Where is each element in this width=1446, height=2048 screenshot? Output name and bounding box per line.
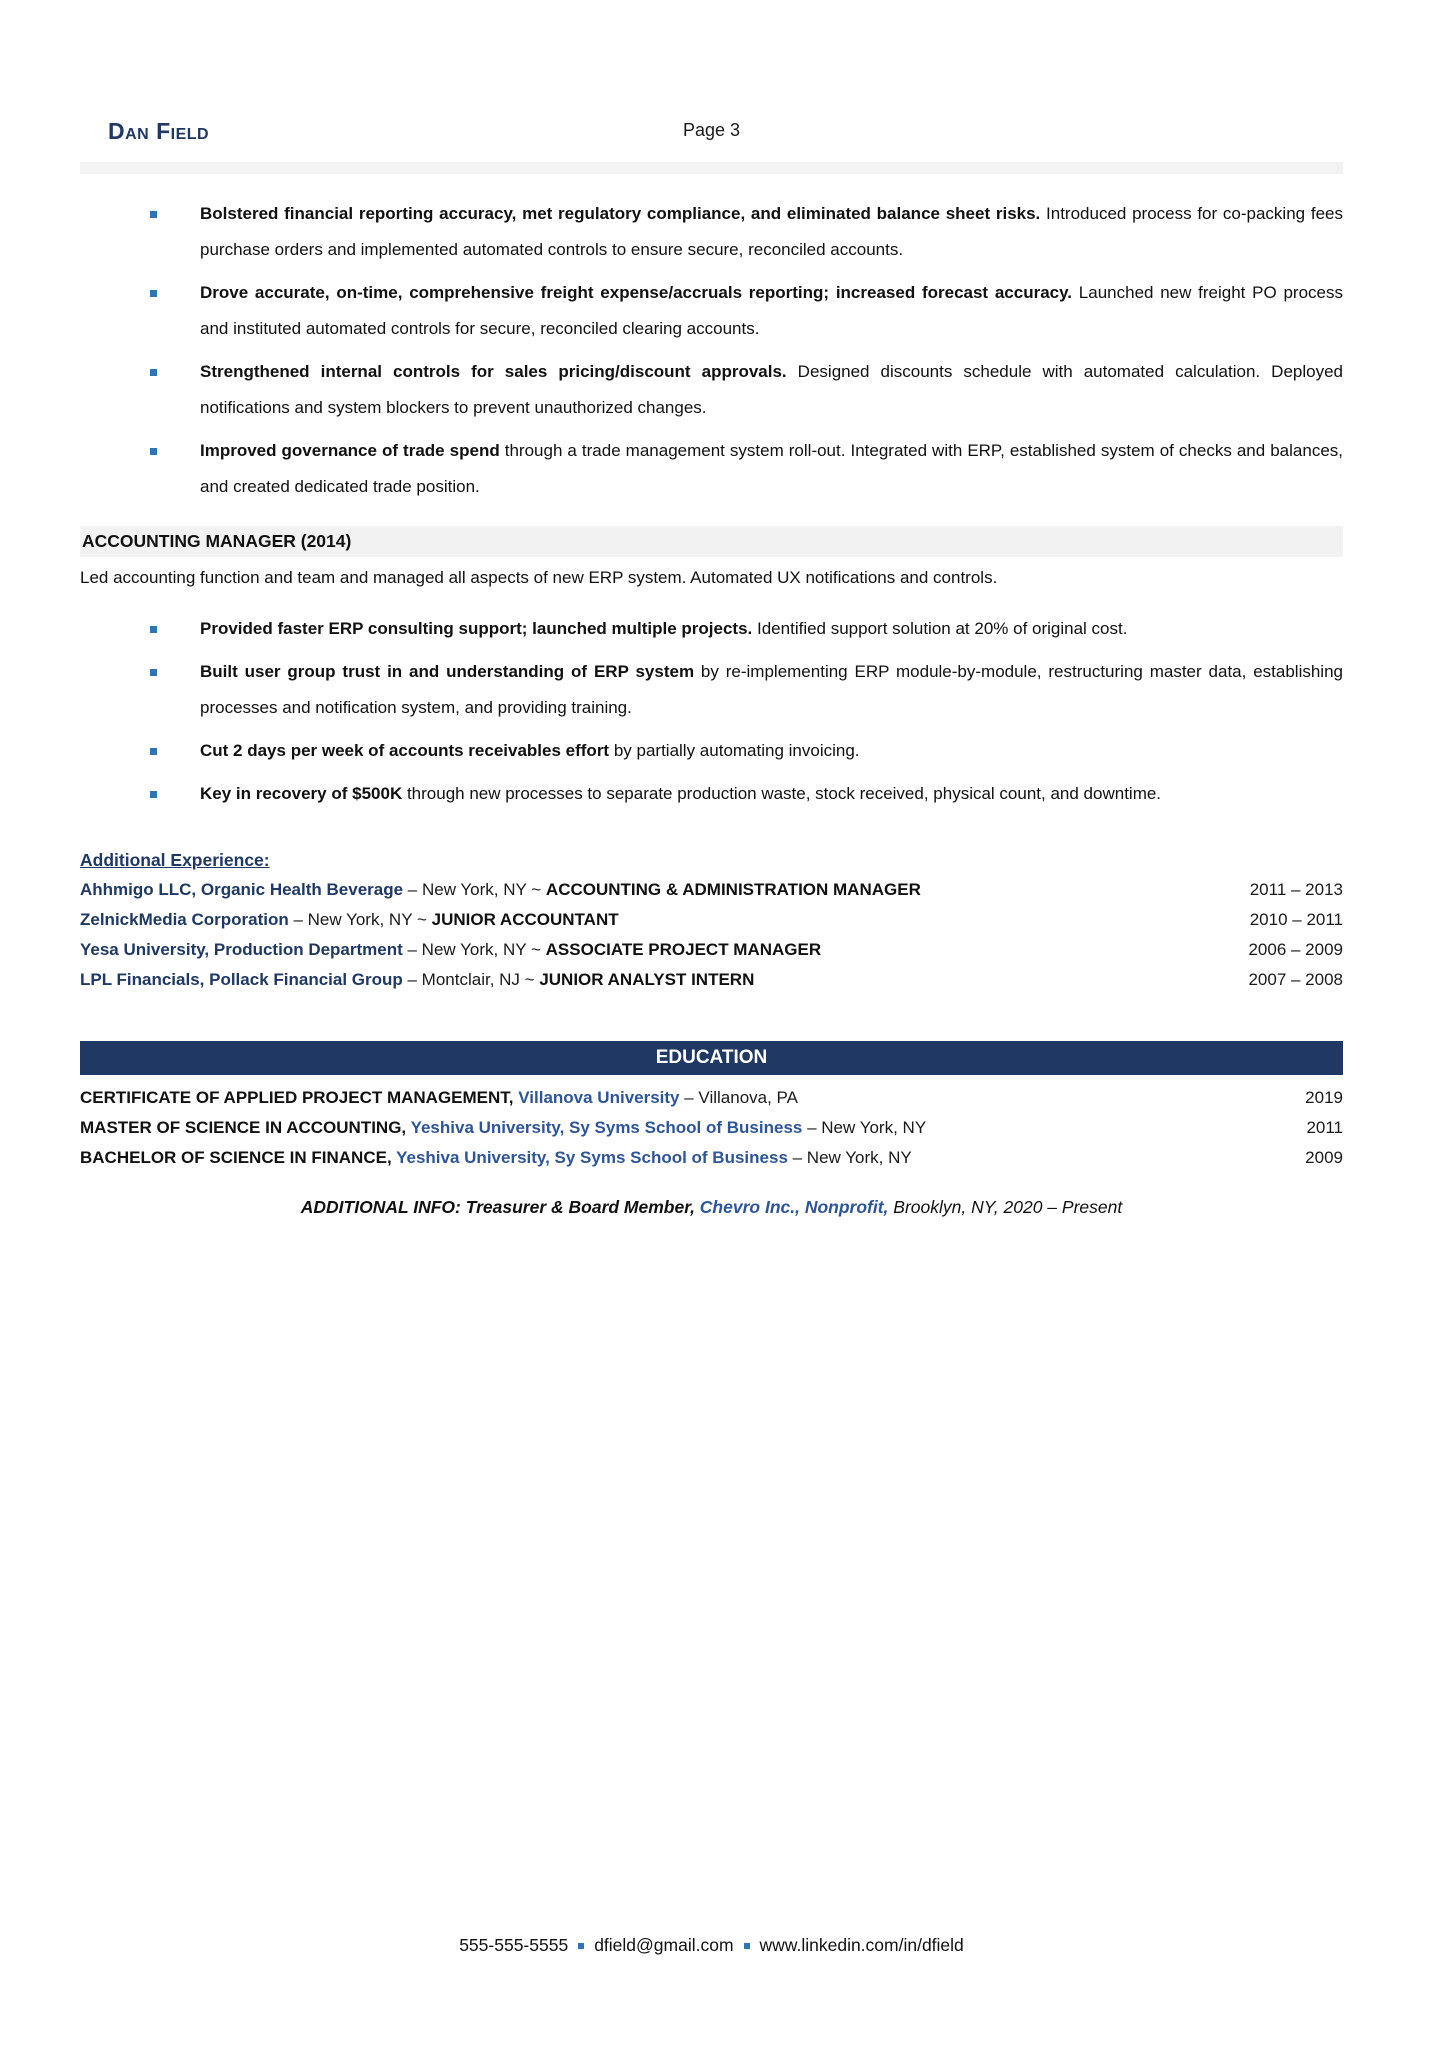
experience-row	[80, 935, 1343, 965]
square-bullet-icon	[150, 369, 157, 376]
bullet-lead: Key in recovery of $500K	[200, 784, 403, 803]
company-name: Ahhmigo LLC, Organic Health Beverage	[80, 880, 404, 899]
bullet-body: through a trade management system roll-out. Integrated with ERP, established system of checks and balances, and created dedicated trade position.	[200, 441, 1343, 496]
nonprofit-name: Chevro Inc., Nonprofit,	[699, 1197, 894, 1217]
square-bullet-icon	[150, 290, 157, 297]
experience-row	[80, 965, 1343, 995]
job-role: ASSOCIATE PROJECT MANAGER	[545, 940, 822, 959]
bullet-lead: Improved governance of trade spend	[200, 441, 500, 460]
list-item	[80, 776, 1343, 812]
bullet-body: Designed discounts schedule with automated calculation. Deployed notifications and system blockers to prevent unauthorized changes.	[200, 362, 1343, 417]
degree-name: MASTER OF SCIENCE IN ACCOUNTING,	[80, 1118, 407, 1137]
school-name: Yeshiva University, Sy Syms School of Business	[406, 1118, 803, 1137]
company-name: LPL Financials, Pollack Financial Group	[80, 970, 403, 989]
square-separator-icon	[744, 1943, 750, 1949]
education-row	[80, 1083, 1343, 1113]
experience-years: 2006 – 2009	[1248, 940, 1343, 959]
bullet-body: by partially automating invoicing.	[609, 741, 860, 760]
bullet-body: through new processes to separate production waste, stock received, physical count, and downtime.	[402, 784, 1162, 803]
additional-experience-heading: Additional Experience:	[80, 850, 270, 870]
additional-info-label: ADDITIONAL INFO:	[300, 1197, 466, 1217]
company-location: – New York, NY ~	[403, 880, 546, 899]
school-location: – Villanova, PA	[679, 1088, 798, 1107]
graduation-year: 2019	[1305, 1088, 1343, 1107]
education-row	[80, 1113, 1343, 1143]
education-row	[80, 1143, 1343, 1173]
experience-years: 2007 – 2008	[1248, 970, 1343, 989]
job-summary: Led accounting function and team and managed all aspects of new ERP system. Automated UX notifications and controls.	[80, 568, 998, 587]
school-location: – New York, NY	[787, 1148, 912, 1167]
square-bullet-icon	[150, 669, 157, 676]
degree-name: BACHELOR OF SCIENCE IN FINANCE,	[80, 1148, 392, 1167]
job-role: JUNIOR ACCOUNTANT	[431, 910, 619, 929]
school-location: – New York, NY	[802, 1118, 927, 1137]
bullet-lead: Provided faster ERP consulting support; launched multiple projects.	[200, 619, 753, 638]
company-name: Yesa University, Production Department	[80, 940, 403, 959]
phone-number: 555-555-5555	[459, 1935, 569, 1955]
company-location: – New York, NY ~	[288, 910, 432, 929]
square-bullet-icon	[150, 211, 157, 218]
achievements-list-1	[80, 196, 1343, 512]
company-location: – New York, NY ~	[402, 940, 546, 959]
square-bullet-icon	[150, 626, 157, 633]
job-title-heading: ACCOUNTING MANAGER (2014)	[80, 526, 1343, 557]
additional-experience-section	[80, 845, 1343, 995]
job-role: ACCOUNTING & ADMINISTRATION MANAGER	[545, 880, 921, 899]
education-section-banner: EDUCATION	[80, 1041, 1343, 1075]
job-role: JUNIOR ANALYST INTERN	[539, 970, 755, 989]
additional-info-line	[80, 1197, 1343, 1218]
bullet-lead: Cut 2 days per week of accounts receivables effort	[200, 741, 610, 760]
contact-footer	[80, 1935, 1343, 1956]
list-item	[80, 196, 1343, 268]
degree-name: CERTIFICATE OF APPLIED PROJECT MANAGEMENT,	[80, 1088, 514, 1107]
square-bullet-icon	[150, 748, 157, 755]
email-address: dfield@gmail.com	[594, 1935, 734, 1955]
experience-row	[80, 875, 1343, 905]
experience-years: 2010 – 2011	[1249, 910, 1343, 929]
linkedin-url: www.linkedin.com/in/dfield	[759, 1935, 964, 1955]
graduation-year: 2011	[1306, 1118, 1343, 1137]
candidate-name: Dan Field	[108, 118, 210, 144]
bullet-lead: Strengthened internal controls for sales pricing/discount approvals.	[200, 362, 787, 381]
blank-space	[80, 1218, 1343, 1935]
company-name: ZelnickMedia Corporation	[80, 910, 289, 929]
list-item	[80, 275, 1343, 347]
bullet-body: Introduced process for co-packing fees purchase orders and implemented automated controls to ensure secure, reconciled accounts.	[200, 204, 1343, 259]
bullet-body: Launched new freight PO process and instituted automated controls for secure, reconciled clearing accounts.	[200, 283, 1343, 338]
company-location: – Montclair, NJ ~	[402, 970, 540, 989]
list-item	[80, 654, 1343, 726]
list-item	[80, 611, 1343, 647]
page-number: Page 3	[682, 120, 741, 140]
bullet-lead: Bolstered financial reporting accuracy, met regulatory compliance, and eliminated balance sheet risks.	[200, 204, 1041, 223]
square-bullet-icon	[150, 448, 157, 455]
bullet-lead: Built user group trust in and understanding of ERP system	[200, 662, 695, 681]
list-item	[80, 433, 1343, 505]
square-bullet-icon	[150, 791, 157, 798]
achievements-list-2	[80, 611, 1343, 819]
graduation-year: 2009	[1305, 1148, 1343, 1167]
board-role: Treasurer & Board Member,	[465, 1197, 700, 1217]
education-rows	[80, 1083, 1343, 1173]
school-name: Villanova University	[513, 1088, 680, 1107]
nonprofit-location-dates: Brooklyn, NY, 2020 – Present	[893, 1197, 1123, 1217]
header-divider	[80, 162, 1343, 174]
experience-row	[80, 905, 1343, 935]
list-item	[80, 354, 1343, 426]
square-separator-icon	[578, 1943, 584, 1949]
page-header	[80, 118, 1343, 150]
school-name: Yeshiva University, Sy Syms School of Business	[391, 1148, 788, 1167]
bullet-lead: Drove accurate, on-time, comprehensive freight expense/accruals reporting; increased forecast accuracy.	[200, 283, 1073, 302]
bullet-body: Identified support solution at 20% of original cost.	[752, 619, 1128, 638]
experience-years: 2011 – 2013	[1249, 880, 1343, 899]
bullet-body: by re-implementing ERP module-by-module, restructuring master data, establishing processes and notification system, and providing training.	[200, 662, 1343, 717]
list-item	[80, 733, 1343, 769]
